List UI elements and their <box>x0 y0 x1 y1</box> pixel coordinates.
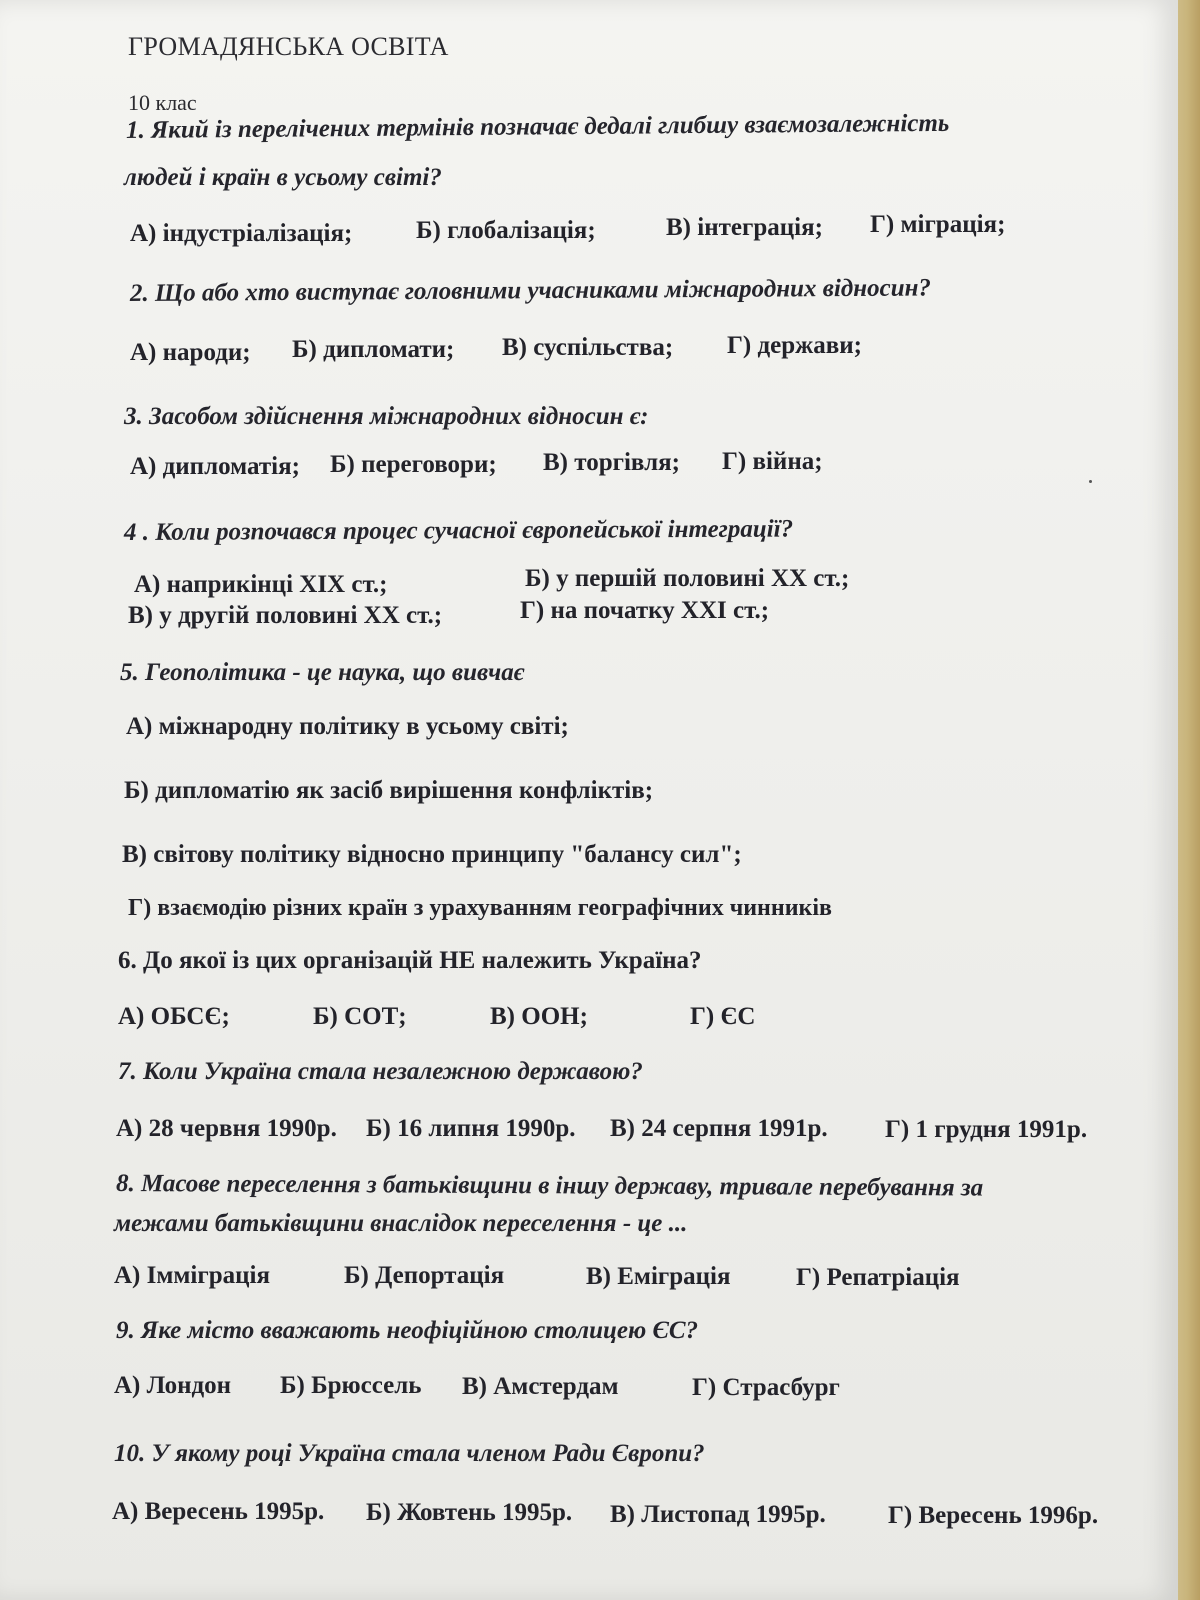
question-7-option-d: Г) 1 грудня 1991р. <box>885 1116 1088 1143</box>
question-10-option-d: Г) Вересень 1996р. <box>888 1502 1099 1529</box>
question-10-option-a: А) Вересень 1995р. <box>112 1498 325 1525</box>
question-7-text: 7. Коли Україна стала незалежною державою? <box>118 1058 643 1085</box>
question-9-option-c: В) Амстердам <box>462 1373 619 1400</box>
question-2-option-b: Б) дипломати; <box>292 336 455 363</box>
question-1-text-continued: людей і країн в усьому світі? <box>124 164 442 191</box>
question-4-option-d: Г) на початку XXI ст.; <box>520 597 770 624</box>
question-8-option-a: А) Імміграція <box>114 1262 270 1289</box>
question-1-option-a: А) індустріалізація; <box>130 220 353 247</box>
question-3-option-a: А) дипломатія; <box>130 453 300 480</box>
desk-edge <box>1178 0 1200 1600</box>
question-6-option-d: Г) ЄС <box>690 1003 756 1030</box>
document-title: ГРОМАДЯНСЬКА ОСВІТА <box>128 32 449 61</box>
question-3-option-b: Б) переговори; <box>330 451 497 478</box>
question-1-option-b: Б) глобалізація; <box>416 217 596 244</box>
pen-dot <box>1089 480 1092 483</box>
grade-label: 10 клас <box>128 90 197 115</box>
question-1-option-d: Г) міграція; <box>870 211 1006 238</box>
question-4-option-c: В) у другій половині XX ст.; <box>128 602 443 629</box>
question-7-option-a: А) 28 червня 1990р. <box>116 1115 337 1142</box>
question-1-text: 1. Який із перелічених термінів позначає дедалі глибшу взаємозалежність <box>125 109 950 144</box>
question-8-option-c: В) Еміграція <box>586 1263 731 1290</box>
question-5-text: 5. Геополітика - це наука, що вивчає <box>120 659 525 686</box>
question-6-option-a: А) ОБСЄ; <box>118 1003 230 1030</box>
question-9-option-b: Б) Брюссель <box>280 1372 422 1399</box>
question-4-option-b: Б) у першій половині XX ст.; <box>525 565 850 592</box>
question-9-text: 9. Яке місто вважають неофіційною столицею ЄС? <box>116 1317 699 1344</box>
question-7-option-b: Б) 16 липня 1990р. <box>366 1115 576 1142</box>
question-8-option-d: Г) Репатріація <box>796 1264 960 1291</box>
question-9-option-a: А) Лондон <box>114 1372 232 1399</box>
question-3-option-d: Г) війна; <box>722 448 823 475</box>
question-10-text: 10. У якому році Україна стала членом Ради Європи? <box>114 1440 705 1467</box>
question-1-option-c: В) інтеграція; <box>666 214 823 241</box>
question-6-option-b: Б) СОТ; <box>313 1003 407 1030</box>
question-2-option-c: В) суспільства; <box>502 334 674 361</box>
question-5-option-a: А) міжнародну політику в усьому світі; <box>126 713 569 740</box>
question-3-option-c: В) торгівля; <box>543 449 680 476</box>
question-4-option-a: А) наприкінці XIX ст.; <box>134 571 388 598</box>
question-10-option-b: Б) Жовтень 1995р. <box>366 1499 573 1526</box>
question-2-option-d: Г) держави; <box>727 332 862 359</box>
question-8-text: 8. Масове переселення з батьківщини в іншу державу, тривале перебування за <box>115 1170 984 1202</box>
question-6-text: 6. До якої із цих організацій НЕ належить Україна? <box>118 947 702 974</box>
question-9-option-d: Г) Страсбург <box>692 1374 840 1401</box>
question-3-text: 3. Засобом здійснення міжнародних відносин є: <box>124 403 649 430</box>
question-6-option-c: В) ООН; <box>490 1003 588 1030</box>
question-5-option-b: Б) дипломатію як засіб вирішення конфліктів; <box>124 777 654 804</box>
question-8-text-continued: межами батьківщини внаслідок переселення - це ... <box>114 1210 688 1237</box>
question-2-text: 2. Що або хто виступає головними учасниками міжнародних відносин? <box>129 274 932 307</box>
question-7-option-c: В) 24 серпня 1991р. <box>610 1115 828 1142</box>
question-4-text: 4 . Коли розпочався процес сучасної європейської інтеграції? <box>123 515 794 546</box>
question-10-option-c: В) Листопад 1995р. <box>610 1501 826 1528</box>
question-8-option-b: Б) Депортація <box>344 1262 505 1289</box>
question-5-option-d: Г) взаємодію різних країн з урахуванням географічних чинників <box>128 895 832 921</box>
question-5-option-c: В) світову політику відносно принципу "балансу сил"; <box>122 841 742 868</box>
question-2-option-a: А) народи; <box>130 339 251 366</box>
